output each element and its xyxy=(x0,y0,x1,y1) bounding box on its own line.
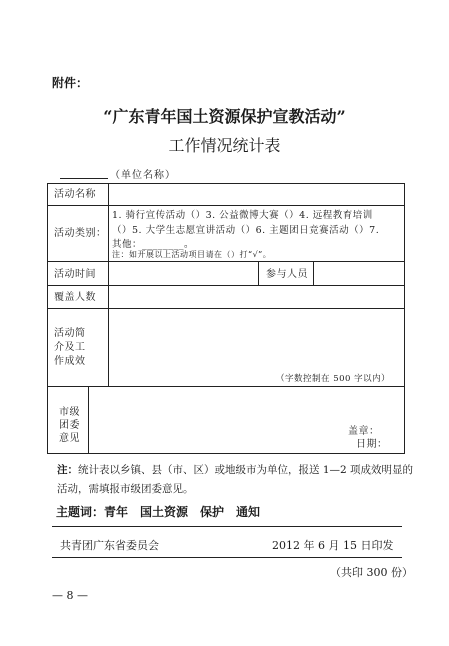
keywords: 主题词：青年 国土资源 保护 通知 xyxy=(56,505,261,519)
date-label: 日期： xyxy=(356,439,388,450)
activity-time-field[interactable] xyxy=(109,262,257,284)
divider-line xyxy=(52,557,402,558)
activity-time-label: 活动时间 xyxy=(54,269,96,280)
activity-type-options-2: （）5. 大学生志愿宣讲活动（）6. 主题团日竞赛活动（）7. xyxy=(112,225,380,236)
opinion-label-line3: 意见 xyxy=(59,433,80,444)
seal-label: 盖章： xyxy=(348,426,380,437)
issue-date: 2012 年 6 月 15 日印发 xyxy=(272,539,394,552)
activity-name-field[interactable] xyxy=(109,185,405,204)
activity-type-label: 活动类别： xyxy=(54,228,107,239)
activity-name-label: 活动名称 xyxy=(54,189,96,200)
column-divider xyxy=(258,261,259,285)
participants-field[interactable] xyxy=(314,262,404,284)
page-subtitle: 工作情况统计表 xyxy=(168,136,281,155)
row-divider xyxy=(48,205,404,206)
opinion-label-line2: 团委 xyxy=(59,420,80,431)
attachment-label: 附件： xyxy=(52,76,89,90)
divider-line xyxy=(52,526,402,527)
coverage-label: 覆盖人数 xyxy=(54,292,96,303)
unit-name-label: （单位名称） xyxy=(110,170,176,181)
unit-name-blank[interactable] xyxy=(60,166,108,179)
activity-type-options-1: 1. 骑行宣传活动（）3. 公益微博大赛（）4. 远程教育培训 xyxy=(112,210,373,221)
activity-type-other[interactable]: 其他：________。 xyxy=(112,239,195,250)
coverage-field[interactable] xyxy=(109,286,405,307)
summary-label-line3: 作成效 xyxy=(54,356,86,367)
page-number: — 8 — xyxy=(52,589,88,602)
issuer: 共青团广东省委员会 xyxy=(60,539,159,552)
statistics-form-table xyxy=(47,183,405,454)
word-limit-note: （字数控制在 500 字以内） xyxy=(276,374,391,384)
copies-count: （共印 300 份） xyxy=(330,566,413,579)
summary-label-line1: 活动简 xyxy=(54,328,86,339)
summary-label-line2: 介及工 xyxy=(54,342,86,353)
page-title: “广东青年国土资源保护宣教活动” xyxy=(103,107,346,126)
summary-field[interactable] xyxy=(109,309,405,369)
footnote xyxy=(57,461,417,499)
opinion-field[interactable] xyxy=(89,387,405,425)
opinion-label-line1: 市级 xyxy=(59,407,80,418)
footnote-label: 注： xyxy=(57,464,78,476)
footnote-text: 统计表以乡镇、县（市、区）或地级市为单位，报送 1—2 项成效明显的活动，需填报市级团委意见。 xyxy=(57,464,414,495)
activity-type-note: 注：如开展以上活动项目请在（）打“√”。 xyxy=(112,250,272,259)
participants-label: 参与人员 xyxy=(266,269,308,280)
